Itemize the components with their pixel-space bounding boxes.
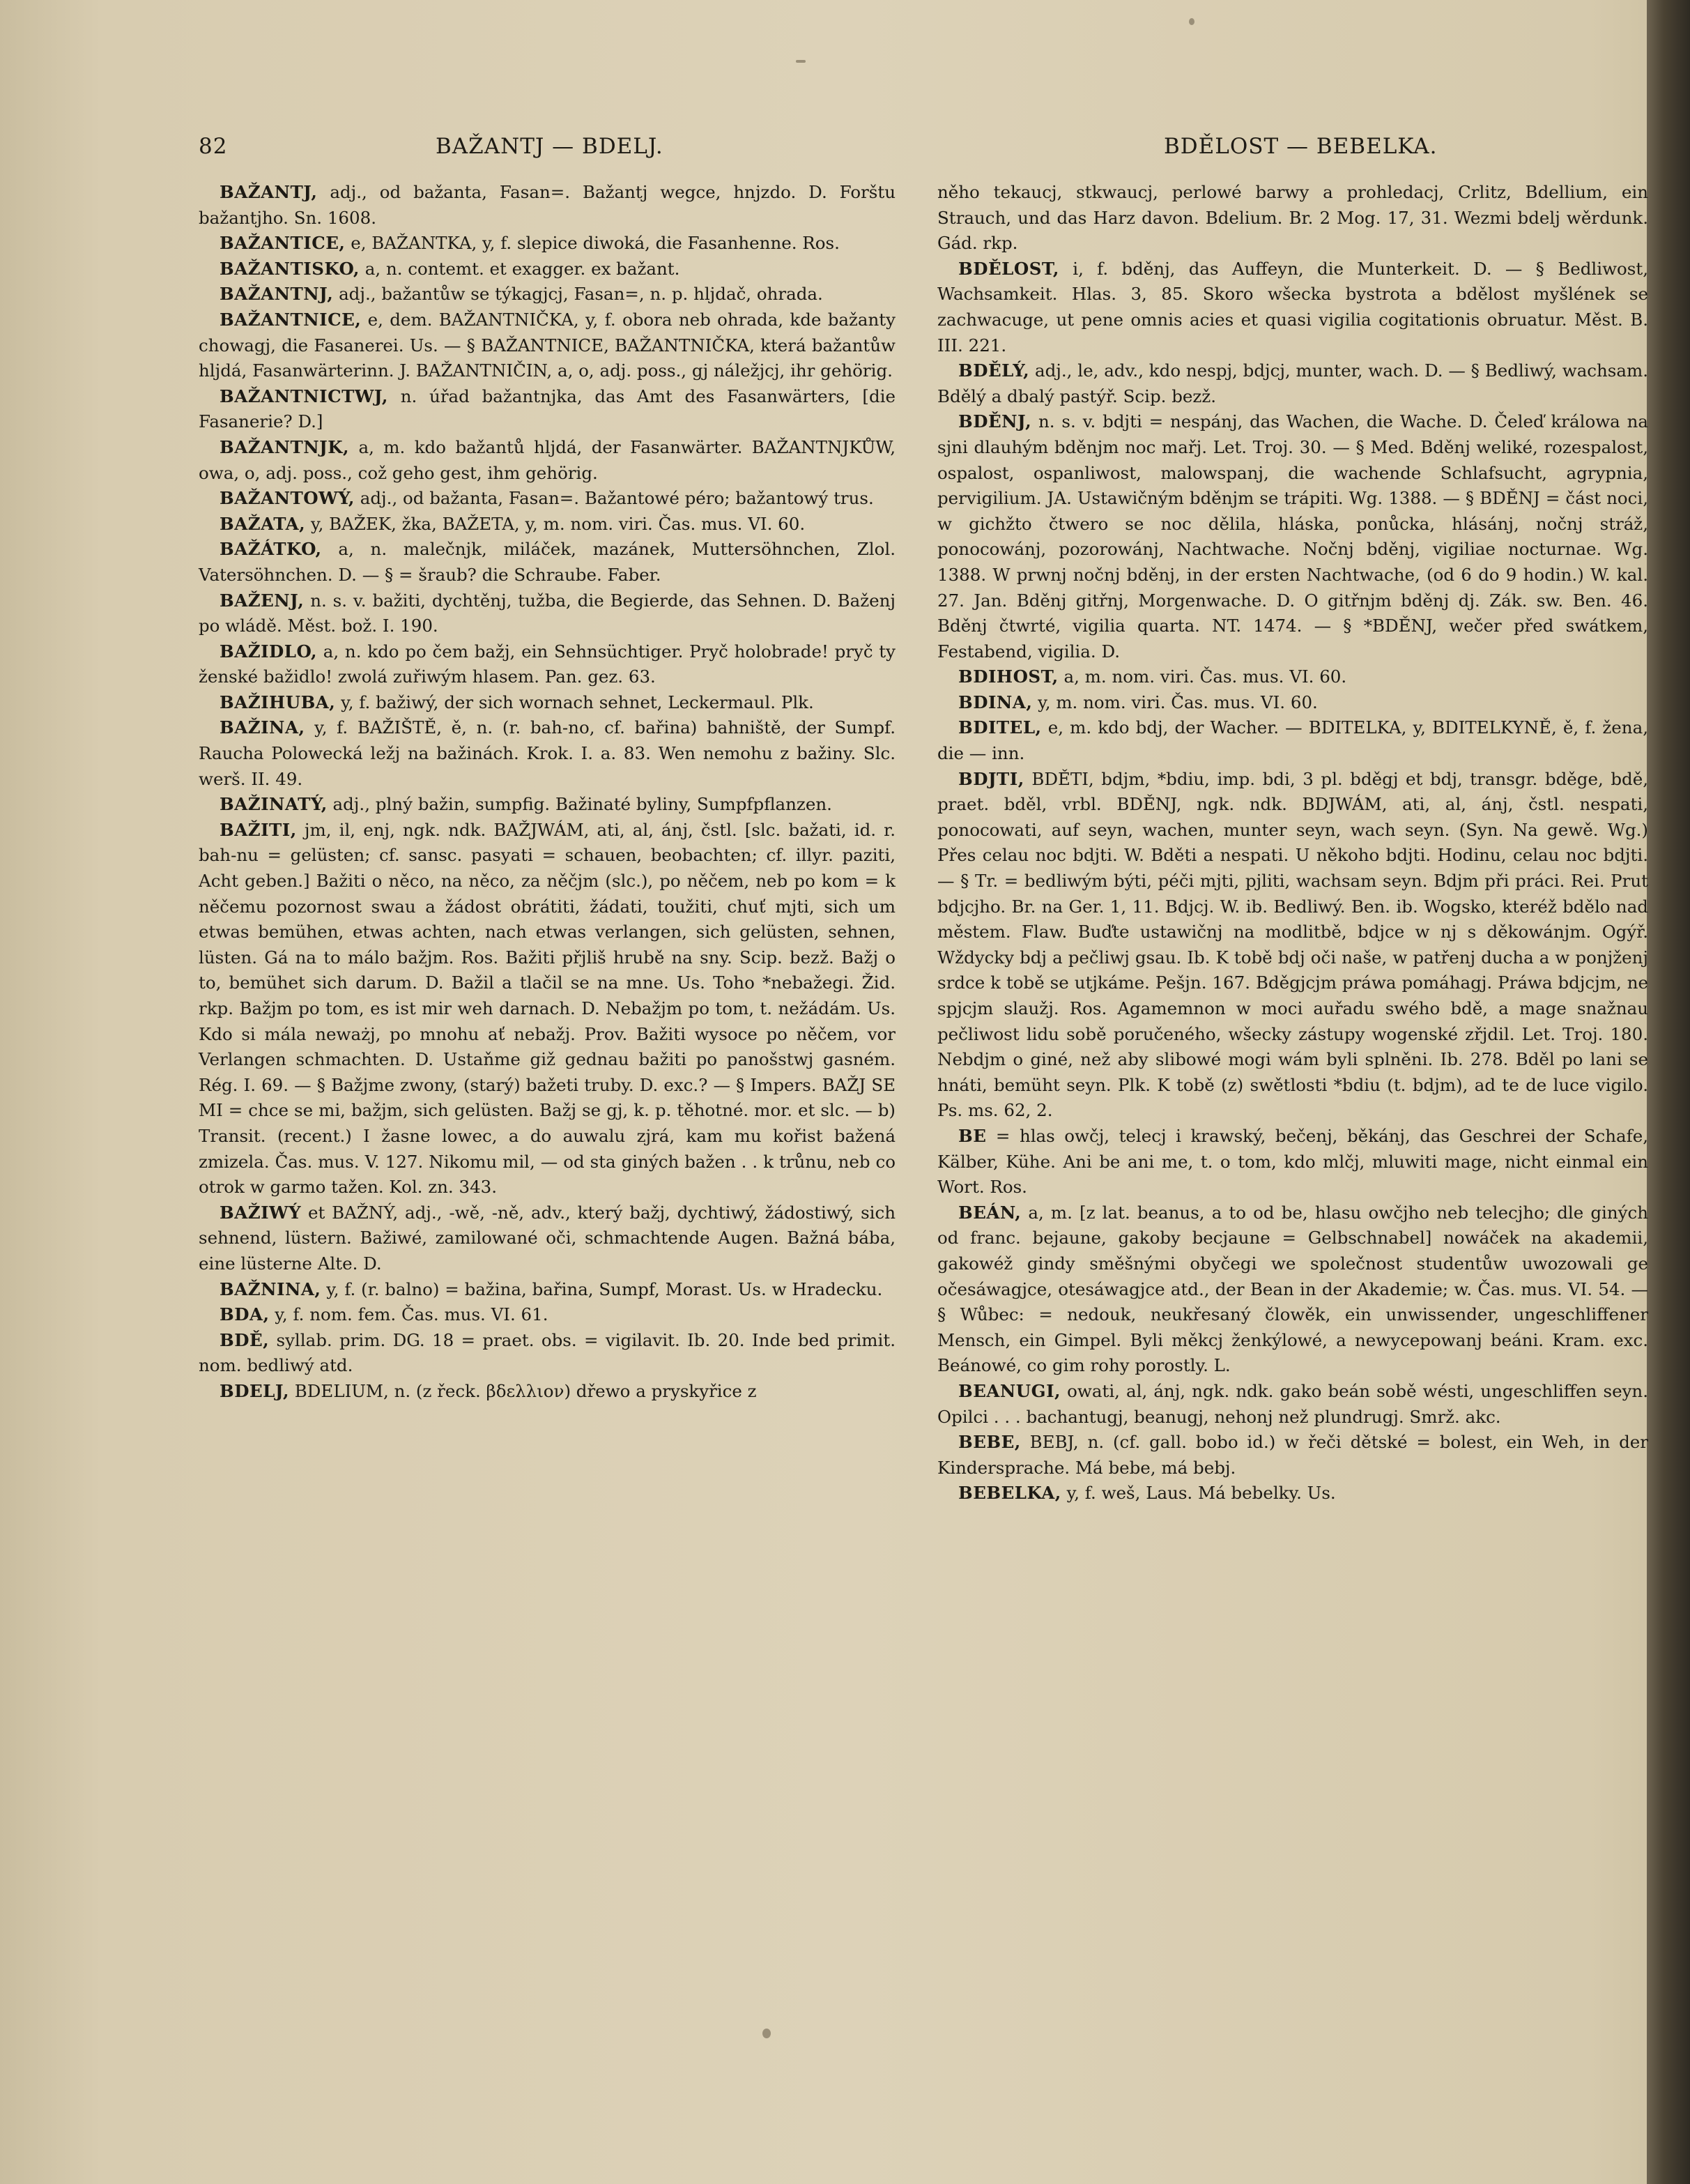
entry-headword: BDĚNJ, bbox=[958, 411, 1032, 432]
entry-headword: BAŽANTJ, bbox=[220, 182, 318, 202]
dictionary-entry bbox=[199, 231, 896, 257]
entry-headword: BEANUGI, bbox=[958, 1380, 1061, 1401]
entry-definition: owati, al, ánj, ngk. ndk. gako beán sobě wésti, ungeschliffen seyn. Opilci . . . bachantugj, beanugj, nehonj než plundrugj. Smrž. akc. bbox=[937, 1380, 1648, 1427]
dictionary-entry bbox=[199, 257, 896, 282]
entry-definition: syllab. prim. DG. 18 = praet. obs. = vigilavit. Ib. 20. Inde bed primit. nom. bedliwý atd. bbox=[199, 1329, 896, 1376]
entry-definition: n. úřad bažantnjka, das Amt des Fasanwärters, [die Fasanerie? D.] bbox=[199, 385, 896, 432]
entry-definition: a, n. malečnjk, miláček, mazánek, Muttersöhnchen, Zlol. Vatersöhnchen. D. — § = šraub? die Schraube. Faber. bbox=[199, 539, 896, 585]
dictionary-entry bbox=[199, 639, 896, 690]
dictionary-entry bbox=[937, 767, 1648, 1124]
dictionary-entry bbox=[937, 664, 1648, 690]
entry-headword: BAŽIWÝ bbox=[220, 1202, 302, 1223]
ink-spot bbox=[796, 60, 806, 63]
entry-definition: adj., od bažanta, Fasan=. Bažantowé péro; bažantowý trus. bbox=[360, 488, 874, 509]
entry-definition: y, f. bažiwý, der sich wornach sehnet, Leckermaul. Plk. bbox=[341, 692, 814, 712]
dictionary-entry bbox=[199, 180, 896, 231]
entry-definition: i, f. bděnj, das Auffeyn, die Munterkeit. D. — § Bedliwost, Wachsamkeit. Hlas. 3, 85. Skoro wšecka bystrota a bdělost myšlének se zachwacuge, ut pene omnis acies et quasi vigilia cogitationis obruatur. Měst. B. III. 221. bbox=[937, 258, 1648, 356]
dictionary-entry bbox=[199, 282, 896, 307]
entry-definition: adj., od bažanta, Fasan=. Bažantj wegce, hnjzdo. D. Forštu bažantjho. Sn. 1608. bbox=[199, 182, 896, 228]
dictionary-entry bbox=[199, 1328, 896, 1379]
entry-headword: BAŽANTNICE, bbox=[220, 309, 362, 330]
entry-headword: BAŽINA, bbox=[220, 717, 305, 738]
entry-definition: a, m. [z lat. beanus, a to od be, hlasu owčjho neb telecjho; dle giných od franc. bejaune, gakoby becjaune = Gelbschnabel] nowáček na akademii, gakowéž gindy směšnými obyčegi we společnost studentůw uwozowali ge očesáwagjce, otesáwagjce atd., der Bean in der Akademie; w. Čas. mus. VI. 54. — § Wůbec: = nedouk, neukřesaný člowěk, ein unwissender, ungeschliffener Mensch, ein Gimpel. Byli měkcj ženkýlowé, a newycepowanj beáni. Kram. exc. Beánowé, co gim rohy porostly. L. bbox=[937, 1202, 1649, 1376]
dictionary-entry bbox=[199, 1277, 896, 1303]
entry-definition: adj., bažantůw se týkagjcj, Fasan=, n. p. hljdač, ohrada. bbox=[339, 284, 823, 305]
entry-headword: BEBELKA, bbox=[958, 1483, 1061, 1504]
entry-headword: BDĚLOST, bbox=[958, 258, 1059, 279]
entry-headword: BDIHOST, bbox=[958, 666, 1059, 687]
entry-definition: y, f. BAŽIŠTĚ, ě, n. (r. bah-no, cf. bařina) bahniště, der Sumpf. Raucha Polowecká ležj na bažinách. Krok. I. a. 83. Wen nemohu z bažiny. Slc. werš. II. 49. bbox=[199, 717, 896, 789]
running-header bbox=[199, 134, 1620, 166]
entry-headword: BAŽENJ, bbox=[220, 590, 305, 611]
entry-definition: BDĚTI, bdjm, *bdiu, imp. bdi, 3 pl. bděgj et bdj, transgr. bděge, bdě, praet. bděl, vrbl. BDĚNJ, ngk. ndk. BDJWÁM, ati, al, ánj, čstl. nespati, ponocowati, auf seyn, wachen, munter seyn, wach seyn. (Syn. Na gewě. Wg.) Přes celau noc bdjti. W. Bděti a nespati. U někoho bdjti. Hodinu, celau noc bdjti. — § Tr. = bedliwým býti, péči mjti, pjliti, wachsam seyn. Bdjm při práci. Rei. Prut bdjcjho. Br. na Ger. 1, 11. Bdjcj. W. ib. Bedliwý. Ben. ib. Wogsko, kteréž bdělo nad městem. Flaw. Buďte ustawičnj na modlitbě, bdjce w nj s děkowánjm. Ogýř. Wždycky bdj a pečliwj gsau. Ib. K tobě bdj oči naše, w patřenj ducha a w ponjženj srdce k tobě se utjkáme. Pešjn. 167. Bděgjcjm práwa pomáhagj. Práwa bdjcjm, ne spjcjm slaužj. Ros. Agamemnon w moci auřadu swého bdě, a mage snažnau pečliwost lidu sobě poručeného, wšecky zástupy wogenské zřjdil. Let. Troj. 180. Nebdjm o giné, než aby slibowé mogi wám byli splněni. Ib. 278. Bděl po lani se hnáti, bemüht seyn. Plk. K tobě (z) swětlosti *bdiu (t. bdjm), ad te de luce vigilo. Ps. ms. 62, 2. bbox=[937, 768, 1648, 1121]
left-running-head: BAŽANTJ — BDELJ. bbox=[436, 134, 663, 159]
dictionary-entry bbox=[199, 512, 896, 537]
entry-definition: BDELIUM, n. (z řeck. βδελλιον) dřewo a pryskyřice z bbox=[294, 1380, 757, 1401]
dictionary-entry bbox=[199, 435, 896, 486]
entry-definition: BEBJ, n. (cf. gall. bobo id.) w řeči dětské = bolest, ein Weh, in der Kindersprache. Má bebe, má bebj. bbox=[937, 1432, 1648, 1478]
dictionary-entry bbox=[199, 1379, 896, 1405]
dictionary-entry bbox=[937, 1124, 1648, 1200]
entry-definition: adj., le, adv., kdo nespj, bdjcj, munter, wach. D. — § Bedliwý, wachsam. Bdělý a dbalý pastýř. Scip. bezž. bbox=[937, 360, 1649, 406]
entry-headword: BAŽANTNJ, bbox=[220, 284, 334, 305]
dictionary-entry bbox=[937, 1200, 1648, 1379]
dictionary-entry bbox=[199, 537, 896, 588]
left-column bbox=[199, 180, 896, 1405]
dictionary-entry bbox=[199, 307, 896, 384]
entry-definition: adj., plný bažin, sumpfig. Bažinaté byliny, Sumpfpflanzen. bbox=[332, 794, 832, 815]
entry-headword: BEBE, bbox=[958, 1432, 1021, 1453]
dictionary-entry bbox=[937, 1379, 1648, 1430]
dictionary-entry bbox=[199, 1302, 896, 1328]
entry-headword: BAŽIDLO, bbox=[220, 641, 317, 662]
dictionary-entry bbox=[937, 1430, 1648, 1481]
entry-definition: e, BAŽANTKA, y, f. slepice diwoká, die Fasanhenne. Ros. bbox=[351, 233, 840, 254]
entry-headword: BAŽANTNICTWJ, bbox=[220, 385, 388, 406]
entry-definition: y, f. weš, Laus. Má bebelky. Us. bbox=[1066, 1483, 1336, 1504]
entry-definition: et BAŽNÝ, adj., -wě, -ně, adv., který bažj, dychtiwý, žádostiwý, sich sehnend, lüstern. Bažiwé, zamilowané oči, schmachtende Augen. Bažná bába, eine lüsterne Alte. D. bbox=[199, 1202, 896, 1274]
entry-definition: a, n. kdo po čem bažj, ein Sehnsüchtiger. Pryč holobrade! pryč ty ženské bažidlo! zwolá zuřiwým hlasem. Pan. gez. 63. bbox=[199, 641, 896, 687]
dictionary-entry bbox=[199, 384, 896, 435]
dictionary-entry bbox=[937, 690, 1648, 716]
entry-headword: BDJTI, bbox=[958, 768, 1024, 789]
entry-headword: BDA, bbox=[220, 1304, 270, 1325]
dictionary-entry bbox=[937, 358, 1648, 409]
right-column bbox=[937, 180, 1648, 1506]
page-edge-shadow bbox=[1647, 0, 1690, 2184]
entry-definition: = hlas owčj, telecj i krawský, bečenj, běkánj, das Geschrei der Schafe, Kälber, Kühe. Ani be ani me, t. o tom, kdo mlčj, mluwiti mage, nicht einmal ein Wort. Ros. bbox=[937, 1125, 1648, 1198]
dictionary-entry bbox=[199, 486, 896, 512]
entry-definition: y, BAŽEK, žka, BAŽETA, y, m. nom. viri. Čas. mus. VI. 60. bbox=[311, 513, 806, 534]
entry-headword: BAŽÁTKO, bbox=[220, 539, 322, 560]
entry-definition: a, m. nom. viri. Čas. mus. VI. 60. bbox=[1063, 666, 1347, 687]
entry-headword: BEÁN, bbox=[958, 1202, 1022, 1223]
entry-definition: e, m. kdo bdj, der Wacher. — BDITELKA, y, BDITELKYNĚ, ě, f. žena, die — inn. bbox=[937, 717, 1648, 764]
dictionary-entry bbox=[199, 1200, 896, 1277]
entry-definition: y, f. (r. balno) = bažina, bařina, Sumpf, Morast. Us. w Hradecku. bbox=[326, 1278, 883, 1299]
entry-definition: a, n. contemt. et exagger. ex bažant. bbox=[364, 258, 680, 279]
dictionary-entry bbox=[937, 257, 1648, 358]
entry-definition: n. s. v. bažiti, dychtěnj, tužba, die Begierde, das Sehnen. D. Baženj po wládě. Měst. bož. I. 190. bbox=[199, 590, 896, 636]
entry-definition: n. s. v. bdjti = nespánj, das Wachen, die Wache. D. Čeleď králowa na sjni dlauhým bděnjm noc mařj. Let. Troj. 30. — § Med. Bděnj weliké, rozespalost, ospalost, ospanliwost, malowspanj, die wachende Schlafsucht, agrypnia, pervigilium. JA. Ustawičným bděnjm se trápiti. Wg. 1388. — § BDĚNJ = část noci, w gichžto čtwero se noc dělila, hláska, ponůcka, hlásánj, nočnj stráž, ponocowánj, pozorowánj, Nachtwache. Nočnj bděnj, vigiliae nocturnae. Wg. 1388. W prwnj nočnj bděnj, in der ersten Nachtwache, (od 6 do 9 hodin.) W. kal. 27. Jan. Bděnj gitřnj, Morgenwache. D. O gitřnjm bděnj dj. Zák. sw. Ben. 46. Bděnj čtwrté, vigilia quarta. NT. 1474. — § *BDĚNJ, wečer před swátkem, Festabend, vigilia. D. bbox=[937, 411, 1648, 662]
right-running-head: BDĚLOST — BEBELKA. bbox=[1164, 134, 1438, 159]
entry-headword: BAŽATA, bbox=[220, 513, 306, 534]
entry-headword: BDINA, bbox=[958, 692, 1033, 712]
entry-headword: BDELJ, bbox=[220, 1380, 289, 1401]
entry-headword: BAŽANTISKO, bbox=[220, 258, 360, 279]
entry-headword: BAŽANTICE, bbox=[220, 233, 346, 254]
entry-definition: jm, il, enj, ngk. ndk. BAŽJWÁM, ati, al, ánj, čstl. [slc. bažati, id. r. bah-nu = gelüsten; cf. sansc. pasyati = schauen, beobachten; cf. illyr. paziti, Acht geben.] Bažiti o něco, na něco, za něčjm (slc.), po něčem, neb po kom = k něčemu pozornost swau a žádost obrátiti, žádati, toužiti, chuť mjti, sich um etwas bemühen, etwas achten, nach etwas verlangen, sich gelüsten, sehnen, lüsten. Gá na to málo bažjm. Ros. Bažiti přjliš hrubě na sny. Scip. bezž. Bažj o to, bemühet sich darum. D. Bažil a tlačil se na mne. Us. Toho *nebažegi. Žid. rkp. Bažjm po tom, es ist mir weh darnach. D. Nebažjm po tom, t. nežádám. Us. Kdo si mála neważj, po mnohu ať nebažj. Prov. Bažiti wysoce po něčem, vor Verlangen schmachten. D. Ustaňme giž gednau bažiti po panošstwj gasném. Rég. I. 69. — § Bažjme zwony, (starý) bažeti truby. D. exc.? — § Impers. BAŽJ SE MI = chce se mi, bažjm, sich gelüsten. Bažj se gj, k. p. těhotné. mor. et slc. — b) Transit. (recent.) I žasne lowec, a do auwalu zjrá, kam mu kořist bažená zmizela. Čas. mus. V. 127. Nikomu mil, — od sta giných bažen . . k trůnu, neb co otrok w garmo tažen. Kol. zn. 343. bbox=[199, 819, 896, 1198]
entry-headword: BDĚ, bbox=[220, 1329, 270, 1350]
dictionary-entry bbox=[937, 409, 1648, 664]
dictionary-entry bbox=[199, 690, 896, 716]
entry-definition: y, f. nom. fem. Čas. mus. VI. 61. bbox=[275, 1304, 548, 1325]
dictionary-entry bbox=[937, 1481, 1648, 1506]
entry-definition: y, m. nom. viri. Čas. mus. VI. 60. bbox=[1038, 692, 1318, 712]
entry-headword: BAŽITI, bbox=[220, 819, 297, 840]
dictionary-entry bbox=[199, 792, 896, 818]
dictionary-entry bbox=[199, 588, 896, 639]
entry-headword: BE bbox=[958, 1125, 987, 1146]
page-number: 82 bbox=[199, 134, 228, 159]
entry-headword: BDĚLÝ, bbox=[958, 360, 1030, 381]
dictionary-entry bbox=[199, 715, 896, 792]
entry-headword: BAŽNINA, bbox=[220, 1278, 321, 1299]
dictionary-entry bbox=[937, 715, 1648, 766]
entry-headword: BAŽINATÝ, bbox=[220, 794, 328, 815]
entry-headword: BAŽIHUBA, bbox=[220, 692, 336, 712]
entry-definition: e, dem. BAŽANTNIČKA, y, f. obora neb ohrada, kde bažanty chowagj, die Fasanerei. Us. — § BAŽANTNICE, BAŽANTNIČKA, která bažantůw hljdá, Fasanwärterinn. J. BAŽANTNIČIN, a, o, adj. poss., gj náležjcj, ihr gehörig. bbox=[199, 309, 896, 381]
ink-spot bbox=[1189, 18, 1194, 25]
dictionary-entry bbox=[199, 818, 896, 1200]
dictionary-entry bbox=[937, 180, 1648, 257]
entry-definition: a, m. kdo bažantů hljdá, der Fasanwärter. BAŽANTNJKŮW, owa, o, adj. poss., což geho gest, ihm gehörig. bbox=[199, 436, 896, 483]
entry-headword: BDITEL, bbox=[958, 717, 1042, 738]
entry-headword: BAŽANTOWÝ, bbox=[220, 488, 355, 509]
entry-definition: něho tekaucj, stkwaucj, perlowé barwy a prohledacj, Crlitz, Bdellium, ein Strauch, und das Harz davon. Bdelium. Br. 2 Mog. 17, 31. Wezmi bdelj wěrdunk. Gád. rkp. bbox=[937, 182, 1648, 254]
entry-headword: BAŽANTNJK, bbox=[220, 436, 350, 457]
ink-spot bbox=[762, 2029, 771, 2038]
